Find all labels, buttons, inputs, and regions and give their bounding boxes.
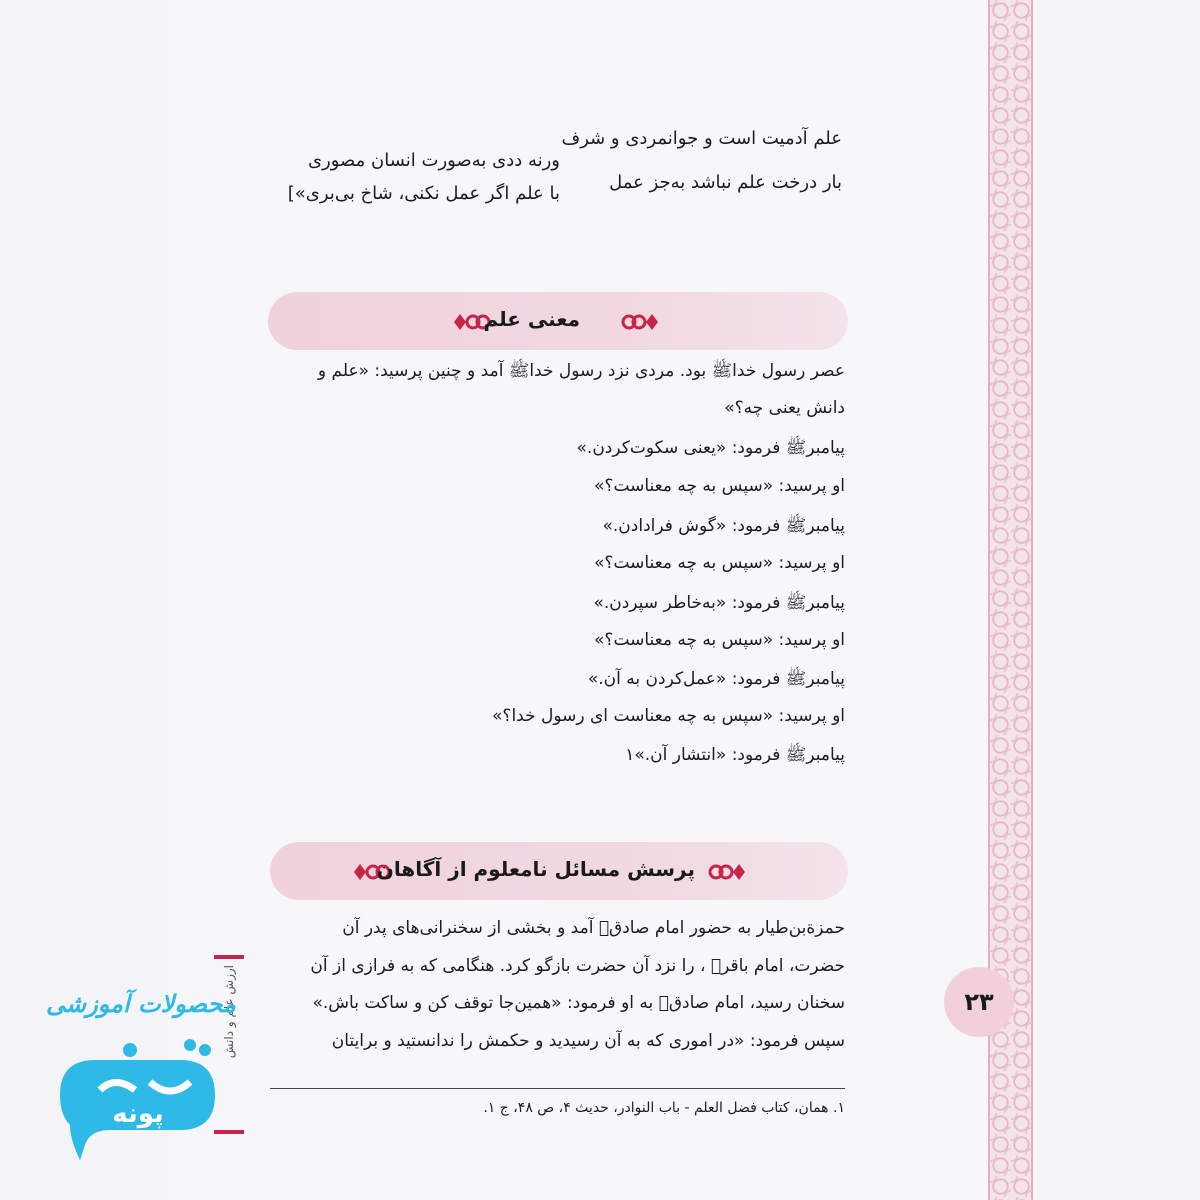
ornament-icon bbox=[618, 311, 660, 333]
border-line-right bbox=[1031, 0, 1033, 1200]
brand-logo-text: پونه bbox=[112, 1099, 164, 1129]
brand-logo bbox=[40, 1020, 230, 1170]
text-line: او پرسید: «سپس به چه معناست ای رسول خدا؟» bbox=[492, 706, 845, 726]
footnote: ۱. همان، کتاب فضل العلم - باب النوادر، حدیث ۴، ص ۴۸، ج ۱. bbox=[483, 1100, 845, 1116]
poem-line2-left: با علم اگر عمل نکنی، شاخ بی‌بری»] bbox=[287, 183, 560, 204]
poem-line1-right: علم آدمیت است و جوانمردی و شرف bbox=[561, 128, 842, 149]
text-line: پیامبرﷺ فرمود: «یعنی سکوت‌کردن.» bbox=[576, 438, 845, 458]
poem-line1-left: ورنه ددی به‌صورت انسان مصوری bbox=[307, 150, 560, 171]
text-line: او پرسید: «سپس به چه معناست؟» bbox=[594, 553, 845, 573]
book-page bbox=[168, 0, 990, 1200]
text-line: حمزة‌بن‌طیار به حضور امام صادقؑ آمد و بخشی از سخنرانی‌های پدر آن bbox=[342, 918, 845, 938]
text-line: سخنان رسید، امام صادقؑ به او فرمود: «همین‌جا توقف کن و ساکت باش.» bbox=[312, 993, 845, 1013]
page-number: ۲۳ bbox=[944, 967, 1014, 1037]
footnote-rule bbox=[270, 1088, 845, 1089]
text-line: دانش یعنی چه؟» bbox=[724, 398, 845, 418]
text-line: سپس فرمود: «در اموری که به آن رسیدید و حکمش را ندانستید و برایتان bbox=[331, 1031, 845, 1051]
text-line: او پرسید: «سپس به چه معناست؟» bbox=[594, 630, 845, 650]
text-line: پیامبرﷺ فرمود: «به‌خاطر سپردن.» bbox=[593, 593, 845, 613]
text-line: پیامبرﷺ فرمود: «عمل‌کردن به آن.» bbox=[587, 669, 845, 689]
text-line: پیامبرﷺ فرمود: «انتشار آن.»۱ bbox=[625, 745, 845, 765]
poem-line2-right: بار درخت علم نباشد به‌جز عمل bbox=[609, 172, 842, 193]
text-line: حضرت، امام باقرؑ ، را نزد آن حضرت بازگو کرد. هنگامی که به فرازی از آن bbox=[310, 956, 845, 976]
spine-bar bbox=[214, 955, 244, 959]
text-line: او پرسید: «سپس به چه معناست؟» bbox=[594, 476, 845, 496]
section-title: پرسش مسائل نامعلوم از آگاهان bbox=[376, 857, 695, 881]
spine-label: ارزش علم و دانش bbox=[222, 965, 236, 1059]
text-line: عصر رسول خداﷺ بود. مردی نزد رسول خداﷺ آمد و چنین پرسید: «علم و bbox=[317, 361, 845, 381]
ornament-icon bbox=[705, 861, 747, 883]
brand-tagline: محصولات آموزشی bbox=[46, 990, 236, 1018]
text-line: پیامبرﷺ فرمود: «گوش فرادادن.» bbox=[602, 516, 845, 536]
section-title: معنی علم bbox=[483, 307, 580, 331]
